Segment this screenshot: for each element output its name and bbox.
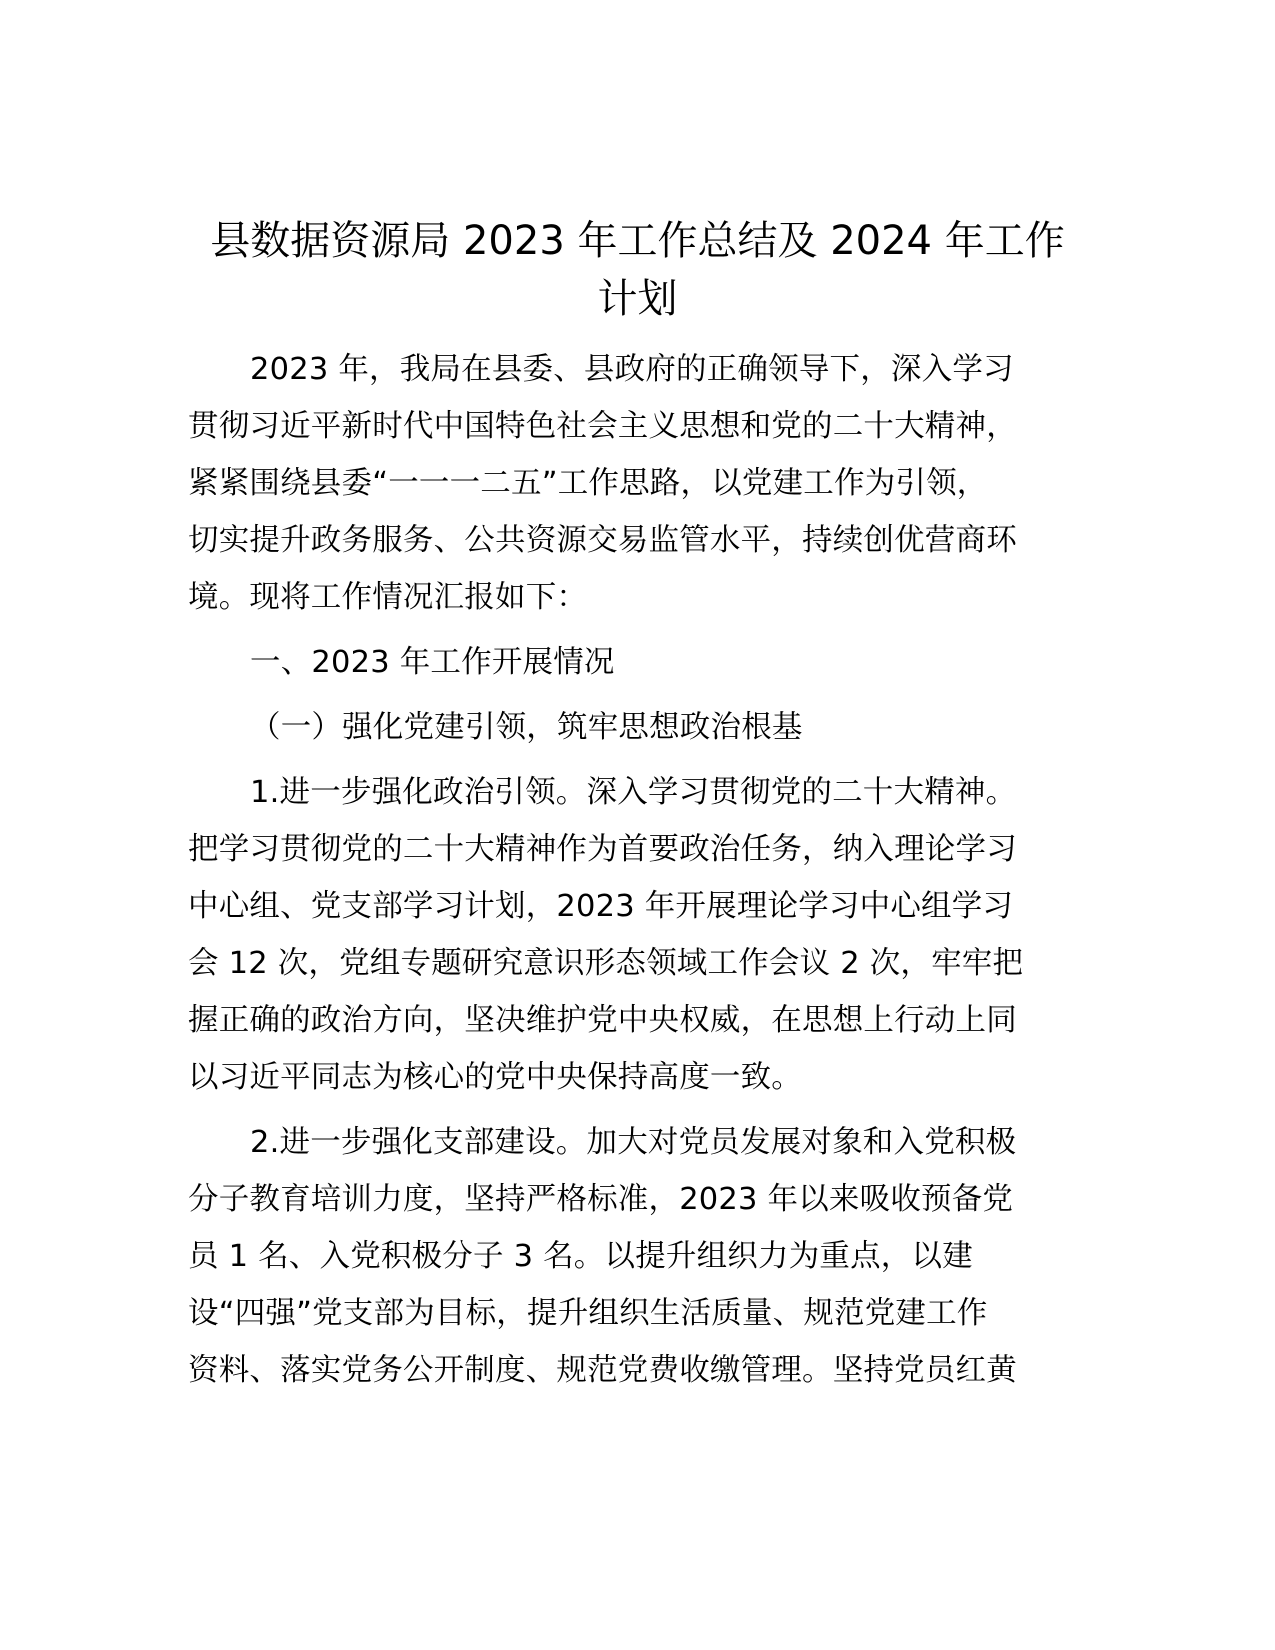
paragraph-intro-line: 境。现将工作情况汇报如下： (188, 580, 588, 615)
subsection-heading-1: （一）强化党建引领，筑牢思想政治根基 (250, 710, 803, 745)
item-2-line: 2.进一步强化支部建设。加大对党员发展对象和入党积极 (250, 1125, 1017, 1160)
item-1-line: 会 12 次，党组专题研究意识形态领域工作会议 2 次，牢牢把 (188, 946, 1024, 981)
document-title (160, 212, 1115, 328)
paragraph-intro-line: 切实提升政务服务、公共资源交易监管水平，持续创优营商环 (188, 523, 1017, 558)
item-1-line: 把学习贯彻党的二十大精神作为首要政治任务，纳入理论学习 (188, 832, 1017, 867)
item-2-line: 资料、落实党务公开制度、规范党费收缴管理。坚持党员红黄 (188, 1353, 1017, 1388)
paragraph-intro-line: 贯彻习近平新时代中国特色社会主义思想和党的二十大精神， (188, 409, 1017, 444)
item-1-line: 握正确的政治方向，坚决维护党中央权威，在思想上行动上同 (188, 1003, 1017, 1038)
item-2-line: 分子教育培训力度，坚持严格标准，2023 年以来吸收预备党 (188, 1182, 1014, 1217)
title-line-1: 县数据资源局 2023 年工作总结及 2024 年工作 (210, 218, 1065, 264)
item-2-line: 设“四强”党支部为目标，提升组织生活质量、规范党建工作 (188, 1296, 988, 1331)
paragraph-intro-line: 2023 年，我局在县委、县政府的正确领导下，深入学习 (250, 352, 1014, 387)
title-line-2: 计划 (597, 276, 678, 322)
item-2-line: 员 1 名、入党积极分子 3 名。以提升组织力为重点，以建 (188, 1239, 973, 1274)
paragraph-intro-line: 紧紧围绕县委“一一一二五”工作思路，以党建工作为引领， (188, 466, 988, 501)
item-1-line: 以习近平同志为核心的党中央保持高度一致。 (188, 1060, 802, 1095)
item-1-line: 1.进一步强化政治引领。深入学习贯彻党的二十大精神。 (250, 775, 1017, 810)
item-1-line: 中心组、党支部学习计划，2023 年开展理论学习中心组学习 (188, 889, 1014, 924)
section-heading-1: 一、2023 年工作开展情况 (250, 645, 615, 680)
